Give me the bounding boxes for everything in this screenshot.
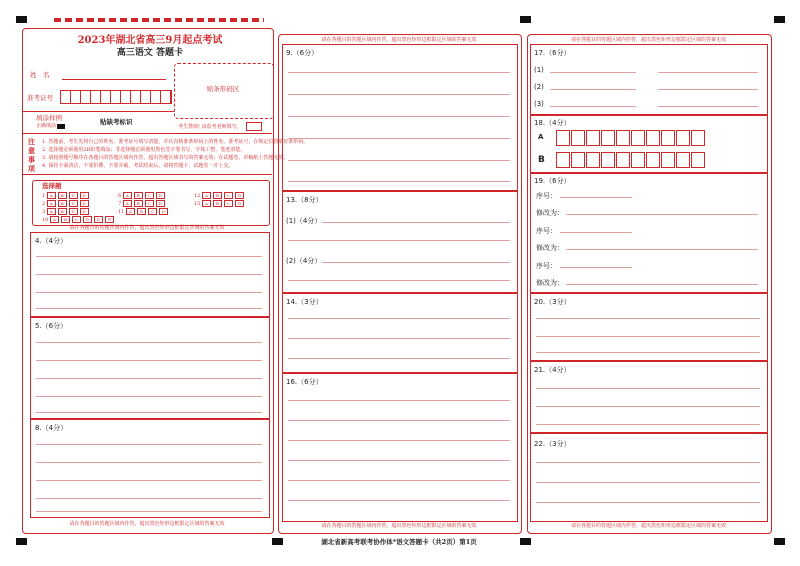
question-label: 9.（6分） xyxy=(286,49,319,57)
answer-line xyxy=(288,72,510,73)
char-cell[interactable] xyxy=(616,152,630,168)
warning-text: 请在各题目的答题区域内作答，超出黑色矩形边框限定区域的答案无效 xyxy=(321,37,477,43)
char-cell[interactable] xyxy=(676,152,690,168)
choice-number: 6 xyxy=(118,193,122,199)
answer-line xyxy=(288,138,510,139)
char-cell[interactable] xyxy=(616,130,630,146)
choice-option: D xyxy=(80,208,89,215)
answer-line xyxy=(36,360,262,361)
fill-sample-text: 正确填涂 xyxy=(36,123,57,129)
char-cell[interactable] xyxy=(571,152,585,168)
choice-row[interactable] xyxy=(42,192,116,200)
barcode-label: 贴条形码区 xyxy=(206,85,240,93)
char-cell[interactable] xyxy=(646,152,660,168)
choice-option: A xyxy=(47,192,56,199)
answer-line xyxy=(288,358,510,359)
answer-line xyxy=(566,249,758,250)
choice-option: B xyxy=(58,208,67,215)
fix-label: 修改为： xyxy=(536,279,564,287)
choice-option: A xyxy=(47,208,56,215)
question-label: 17.（6分） xyxy=(534,49,571,57)
choice-title: 选择题 xyxy=(42,182,62,190)
answer-line xyxy=(566,214,758,215)
choice-option: C xyxy=(145,192,154,199)
answer-line xyxy=(36,342,262,343)
question-label: 5.（6分） xyxy=(35,322,68,330)
timing-mark xyxy=(520,538,531,545)
answer-line xyxy=(36,511,262,512)
sub-question-label: (2) xyxy=(534,83,544,91)
choice-option: D xyxy=(235,192,244,199)
choice-row[interactable] xyxy=(118,208,170,216)
choice-group xyxy=(194,192,246,208)
char-cell[interactable] xyxy=(676,130,690,146)
page-subtitle: 高三语文 答题卡 xyxy=(116,48,184,58)
choice-option: C xyxy=(69,208,78,215)
choice-row[interactable] xyxy=(194,200,246,208)
choice-group xyxy=(118,192,170,216)
choice-option: D xyxy=(80,200,89,207)
page-title: 2023年湖北省高三9月起点考试 xyxy=(77,35,223,46)
absent-note: 考生禁填! 由监考老师填写。 xyxy=(178,124,242,130)
answer-line xyxy=(560,197,632,198)
footer-text: 湖北省新高考联考协作体*语文答题卡（共2页）第1页 xyxy=(321,538,477,546)
row-label-b: B xyxy=(538,155,545,165)
question-label: 19.（6分） xyxy=(534,177,571,185)
answer-line xyxy=(288,94,510,95)
answer-line xyxy=(536,336,760,337)
header-dash-bar xyxy=(54,18,264,22)
fix-label: 修改为： xyxy=(536,209,564,217)
char-cell[interactable] xyxy=(571,130,585,146)
choice-option: C xyxy=(224,200,233,207)
choice-option: D xyxy=(235,200,244,207)
warning-text: 请在各题目的答题区域内作答，超出黑色矩形边框限定区域的答案无效 xyxy=(69,225,225,231)
answer-line xyxy=(536,502,760,503)
answer-line xyxy=(36,292,262,293)
answer-box-q8[interactable] xyxy=(30,418,270,518)
row-label-a: A xyxy=(538,133,544,141)
choice-row[interactable] xyxy=(42,216,116,224)
answer-line xyxy=(288,420,510,421)
choice-option: D xyxy=(156,192,165,199)
answer-line xyxy=(288,440,510,441)
answer-line xyxy=(36,412,262,413)
answer-line xyxy=(288,116,510,117)
answer-line xyxy=(658,72,758,73)
answer-line xyxy=(536,352,760,353)
choice-number: 11 xyxy=(118,209,125,215)
answer-box-q13[interactable] xyxy=(282,190,518,294)
char-cell[interactable] xyxy=(556,152,570,168)
sub-question-label: (3) xyxy=(534,100,544,108)
choice-option: C xyxy=(224,192,233,199)
answer-line xyxy=(550,72,636,73)
choice-number: 10 xyxy=(42,217,49,223)
answer-line xyxy=(536,388,760,389)
char-cell[interactable] xyxy=(601,130,615,146)
notice-item: 3. 请按照题号顺序在各题目的答题区域内作答，超出答题区域书写的答案无效；在试题卷、草稿纸上答题无效。 xyxy=(42,155,289,161)
answer-line xyxy=(36,498,262,499)
choice-option: B xyxy=(58,192,67,199)
fix-label: 修改为： xyxy=(536,244,564,252)
answer-line xyxy=(36,396,262,397)
char-cell[interactable] xyxy=(661,130,675,146)
choice-option: C xyxy=(148,208,157,215)
choice-option: B xyxy=(137,208,146,215)
choice-option: D xyxy=(159,208,168,215)
choice-group xyxy=(42,192,116,224)
question-label: 16.（6分） xyxy=(286,378,323,386)
char-cell[interactable] xyxy=(691,152,705,168)
answer-line xyxy=(566,284,758,285)
char-cell[interactable] xyxy=(691,130,705,146)
name-field[interactable] xyxy=(62,79,166,80)
char-cell[interactable] xyxy=(661,152,675,168)
choice-number: 15 xyxy=(194,201,201,207)
choice-option: B xyxy=(213,200,222,207)
question-label: 18.（4分） xyxy=(534,119,571,127)
question-label: 13.（8分） xyxy=(286,196,323,204)
answer-line xyxy=(536,482,760,483)
absent-label: 贴缺考标识 xyxy=(100,118,133,126)
choice-option: B xyxy=(134,192,143,199)
divider xyxy=(22,174,272,175)
choice-option: C xyxy=(69,192,78,199)
question-label: 21.（4分） xyxy=(534,366,571,374)
answer-line xyxy=(36,274,262,275)
choice-option: A xyxy=(123,192,132,199)
warning-text: 请在各题目的答题区域内作答，超出黑色矩形边框限定区域的答案无效 xyxy=(570,523,726,529)
choice-number: 7 xyxy=(118,201,122,207)
answer-line xyxy=(536,406,760,407)
answer-line xyxy=(288,160,510,161)
divider xyxy=(22,111,174,112)
notice-label: 注意事项 xyxy=(28,137,35,173)
answer-line xyxy=(288,460,510,461)
warning-text: 请在各题目的答题区域内作答，超出黑色矩形边框限定区域的答案无效 xyxy=(570,37,726,43)
answer-line xyxy=(536,462,760,463)
choice-row[interactable] xyxy=(42,200,116,208)
timing-mark xyxy=(774,538,785,545)
answer-line xyxy=(36,308,262,309)
choice-option: B xyxy=(213,192,222,199)
choice-row[interactable] xyxy=(118,200,170,208)
answer-box-q19[interactable] xyxy=(530,172,768,294)
answer-box-q9[interactable] xyxy=(282,44,518,192)
choice-option: C xyxy=(69,200,78,207)
char-cell[interactable] xyxy=(631,152,645,168)
choice-option: C xyxy=(145,200,154,207)
question-label: 8.（4分） xyxy=(35,424,68,432)
name-label: 姓 名 xyxy=(30,71,50,79)
timing-mark xyxy=(520,16,531,23)
choice-option: A xyxy=(202,200,211,207)
answer-line xyxy=(288,181,510,182)
answer-line xyxy=(288,240,510,241)
question-label: 20.（3分） xyxy=(534,298,571,306)
question-label: 22.（3分） xyxy=(534,440,571,448)
char-cell[interactable] xyxy=(631,130,645,146)
filled-mark-example xyxy=(57,124,65,129)
answer-box-q5[interactable] xyxy=(30,316,270,420)
answer-line xyxy=(36,444,262,445)
choice-option: D xyxy=(83,216,92,223)
choice-option: A xyxy=(202,192,211,199)
answer-line xyxy=(288,400,510,401)
exam-id-label: 准考证号 xyxy=(27,94,53,102)
choice-option: C xyxy=(72,216,81,223)
question-label: 14.（3分） xyxy=(286,298,323,306)
char-cell[interactable] xyxy=(586,130,600,146)
answer-line xyxy=(288,480,510,481)
choice-number: 12 xyxy=(194,193,201,199)
notice-item: 2. 选择题必须使用2B铅笔填涂；非选择题必须使用黑色签字笔书写，字体工整、笔迹清楚。 xyxy=(42,147,246,153)
answer-line xyxy=(536,424,760,425)
choice-option: F xyxy=(105,216,114,223)
choice-option: E xyxy=(94,216,103,223)
seq-label: 序号： xyxy=(536,262,557,270)
answer-line xyxy=(288,318,510,319)
timing-mark xyxy=(16,16,27,23)
choice-option: B xyxy=(134,200,143,207)
choice-number: 2 xyxy=(42,201,46,207)
answer-line xyxy=(322,262,510,263)
choice-row[interactable] xyxy=(194,192,246,200)
answer-line xyxy=(288,280,510,281)
answer-line xyxy=(658,89,758,90)
answer-line xyxy=(36,256,262,257)
answer-line xyxy=(536,318,760,319)
choice-option: A xyxy=(123,200,132,207)
choice-option: A xyxy=(47,200,56,207)
choice-number: 1 xyxy=(42,193,46,199)
seq-label: 序号： xyxy=(536,227,557,235)
fill-sample-label: 填涂样例 xyxy=(36,114,62,122)
warning-text: 请在各题目的答题区域内作答，超出黑色矩形边框限定区域的答案无效 xyxy=(69,521,225,527)
warning-text: 请在各题目的答题区域内作答，超出黑色矩形边框限定区域的答案无效 xyxy=(321,523,477,529)
question-label: 4.（4分） xyxy=(35,237,68,245)
absent-checkbox[interactable] xyxy=(246,122,262,131)
answer-line xyxy=(322,222,510,223)
choice-option: A xyxy=(50,216,59,223)
char-cell[interactable] xyxy=(646,130,660,146)
answer-line xyxy=(36,480,262,481)
answer-line xyxy=(560,267,632,268)
answer-line xyxy=(658,106,758,107)
choice-option: D xyxy=(80,192,89,199)
char-cell[interactable] xyxy=(556,130,570,146)
answer-line xyxy=(36,462,262,463)
seq-label: 序号： xyxy=(536,192,557,200)
sub-question-label: (1)（4分） xyxy=(286,217,322,225)
choice-option: A xyxy=(126,208,135,215)
answer-line xyxy=(560,232,632,233)
choice-row[interactable] xyxy=(118,192,170,200)
answer-line xyxy=(550,106,636,107)
char-cell[interactable] xyxy=(586,152,600,168)
answer-line xyxy=(550,89,636,90)
char-cell[interactable] xyxy=(601,152,615,168)
choice-number: 3 xyxy=(42,209,46,215)
timing-mark xyxy=(16,538,27,545)
notice-item: 1. 答题前，考生先将自己的姓名、准考证号填写清楚，并认真核准条形码上的姓名、准考证号，在规定位置贴好条形码。 xyxy=(42,139,309,145)
choice-option: D xyxy=(156,200,165,207)
timing-mark xyxy=(774,16,785,23)
answer-line xyxy=(288,338,510,339)
sub-question-label: (2)（4分） xyxy=(286,257,322,265)
choice-option: B xyxy=(61,216,70,223)
sub-question-label: (1) xyxy=(534,66,544,74)
choice-row[interactable] xyxy=(42,208,116,216)
answer-line xyxy=(288,500,510,501)
answer-line xyxy=(36,378,262,379)
notice-item: 4. 保持卡面清洁，不要折叠、不要弄破，考试结束后，请将答题卡、试题卷一并上交。 xyxy=(42,163,234,169)
exam-id-field[interactable] xyxy=(60,90,172,104)
divider xyxy=(22,133,272,134)
choice-option: B xyxy=(58,200,67,207)
